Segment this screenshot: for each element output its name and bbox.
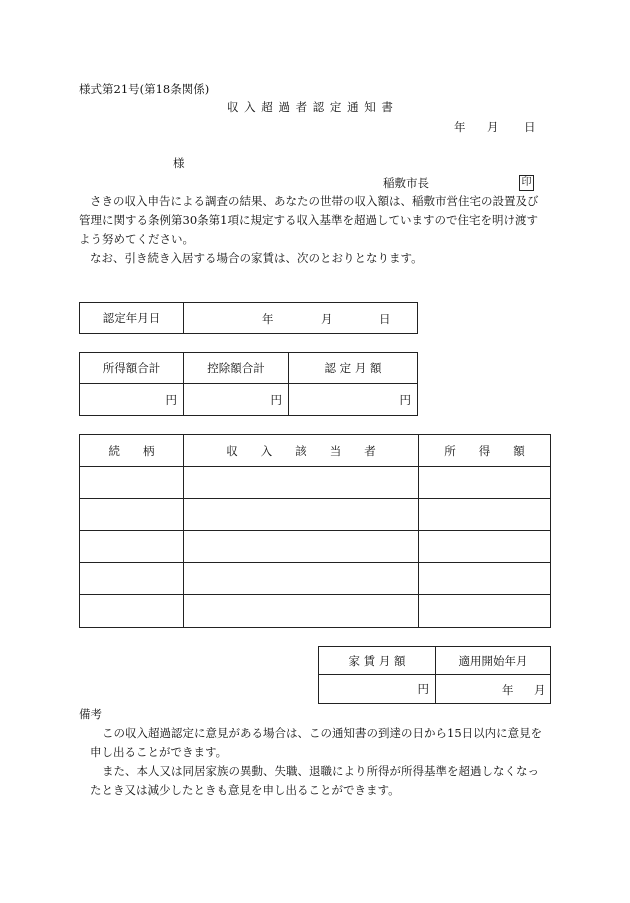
document-title: 収 入 超 過 者 認 定 通 知 書 (227, 100, 394, 114)
members-table (79, 434, 551, 628)
deduction-total-header: 控除額合計 (184, 353, 289, 384)
relationship-header: 続 柄 (80, 435, 184, 467)
seal-icon: 印 (519, 175, 534, 191)
start-month-value (436, 675, 551, 704)
rent-table (318, 646, 551, 704)
monthly-rent-unit: 円 (319, 675, 436, 704)
seal-mark (519, 174, 534, 191)
table-row (80, 531, 551, 563)
date-month-label: 月 (487, 120, 499, 134)
certified-monthly-header: 認 定 月 額 (289, 353, 418, 384)
start-year-label: 年 (502, 683, 514, 697)
table-row (80, 467, 551, 499)
start-month-header: 適用開始年月 (436, 647, 551, 675)
income-total-header: 所得額合計 (80, 353, 184, 384)
income-amount-header: 所 得 額 (419, 435, 551, 467)
notes-line-1: この収入超過認定に意見がある場合は、この通知書の到達の日から15日以内に意見を (102, 726, 543, 740)
body-line-3: よう努めてください。 (79, 232, 194, 246)
cert-date-value (184, 303, 418, 334)
date-year-label: 年 (454, 120, 466, 134)
cert-month-label: 月 (321, 312, 333, 326)
addressee-suffix: 様 (173, 156, 185, 170)
start-month-label: 月 (534, 683, 546, 697)
certified-monthly-unit: 円 (289, 384, 418, 416)
notes-title: 備考 (79, 707, 102, 721)
income-person-header: 収 入 該 当 者 (184, 435, 419, 467)
table-row (80, 563, 551, 595)
body-line-2: 管理に関する条例第30条第1項に規定する収入基準を超過していますので住宅を明け渡す (79, 213, 538, 227)
cert-date-label: 認定年月日 (80, 303, 184, 334)
date-day-label: 日 (524, 120, 536, 134)
notes-line-4: たとき又は減少したときも意見を申し出ることができます。 (90, 783, 400, 797)
deduction-total-unit: 円 (184, 384, 289, 416)
issuer-name: 稲敷市長 (383, 176, 429, 190)
table-row (80, 499, 551, 531)
notes-line-2: 申し出ることができます。 (90, 745, 228, 759)
cert-year-label: 年 (262, 312, 274, 326)
amount-table (79, 352, 418, 416)
cert-day-label: 日 (379, 312, 391, 326)
table-row (80, 595, 551, 628)
income-total-unit: 円 (80, 384, 184, 416)
body-line-4: なお、引き続き入居する場合の家賃は、次のとおりとなります。 (90, 251, 423, 265)
notes-line-3: また、本人又は同居家族の異動、失職、退職により所得が所得基準を超過しなくなっ (102, 764, 539, 778)
body-line-1: さきの収入申告による調査の結果、あなたの世帯の収入額は、稲敷市営住宅の設置及び (90, 194, 539, 208)
cert-date-table (79, 302, 418, 334)
monthly-rent-header: 家 賃 月 額 (319, 647, 436, 675)
notes-text (79, 724, 542, 800)
form-number: 様式第21号(第18条関係) (79, 82, 210, 96)
body-text (79, 192, 539, 268)
